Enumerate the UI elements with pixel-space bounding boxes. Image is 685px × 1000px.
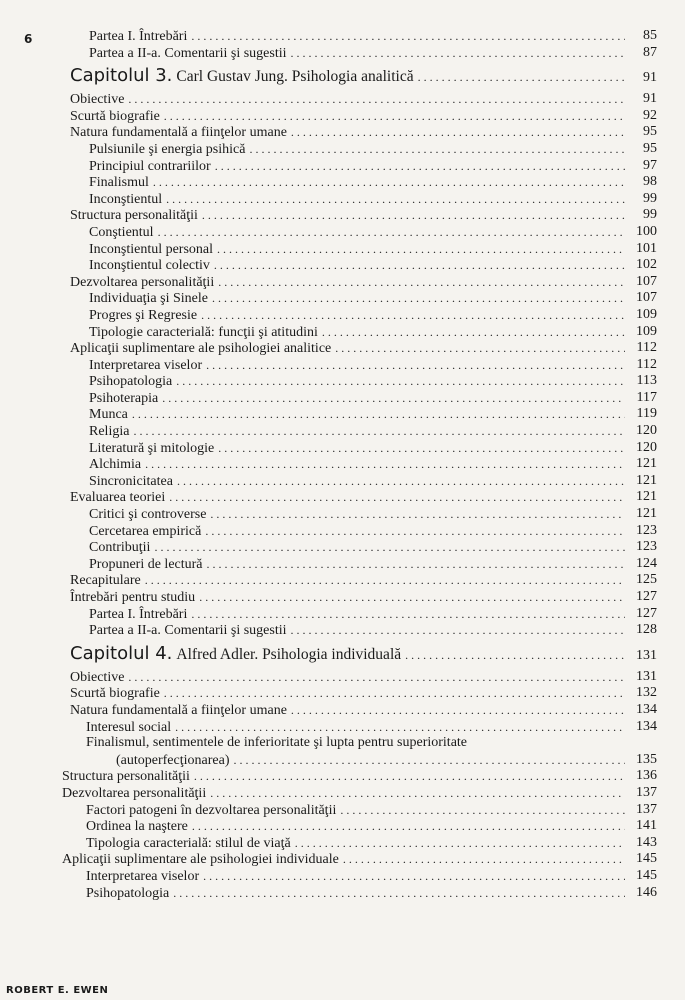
toc-page-number: 145 (636, 851, 657, 867)
toc-entry-title: Aplicaţii suplimentare ale psihologiei individuale (62, 852, 339, 868)
toc-page-number: 107 (636, 273, 657, 289)
toc-page-number: 143 (636, 834, 657, 850)
toc-entry-title: Critici şi controverse (89, 507, 207, 523)
dot-leader (218, 274, 625, 291)
dot-leader (176, 373, 625, 390)
toc-entry-title: Tipologia caracterială: stilul de viaţă (86, 835, 291, 851)
toc-entry-title: Obiective (70, 92, 125, 108)
toc-entry-title: Munca (89, 407, 128, 423)
table-of-contents (0, 28, 685, 901)
toc-entry (0, 685, 685, 702)
dot-leader (164, 108, 625, 125)
toc-entry (0, 124, 685, 141)
toc-page-number: 137 (636, 784, 657, 800)
toc-page-number: 109 (636, 323, 657, 339)
dot-leader (322, 324, 625, 341)
toc-entry-title: Pulsiunile şi energia psihică (89, 141, 246, 157)
toc-page-number: 127 (636, 589, 657, 604)
toc-page-number: 125 (636, 572, 657, 588)
toc-page-number: 145 (636, 867, 657, 883)
toc-entry (0, 91, 685, 108)
dot-leader (340, 802, 625, 819)
toc-entry (0, 768, 685, 785)
toc-page-number: 112 (636, 356, 657, 372)
toc-entry (0, 523, 685, 540)
toc-entry-title: Psihoterapia (89, 390, 159, 406)
toc-entry (0, 307, 685, 324)
dot-leader (207, 556, 625, 573)
toc-page-number: 128 (636, 622, 657, 638)
toc-page-number: 135 (636, 751, 657, 767)
toc-page-number: 123 (636, 539, 657, 555)
toc-entry (0, 572, 685, 589)
dot-leader (249, 141, 625, 158)
toc-page-number: 123 (636, 522, 657, 538)
toc-entry-title: Recapitulare (70, 573, 141, 589)
toc-entry (0, 207, 685, 224)
toc-entry-title: (autoperfecţionarea) (116, 752, 230, 768)
toc-entry-title: Cercetarea empirică (89, 523, 202, 539)
toc-entry-title: Evaluarea teoriei (70, 490, 166, 506)
toc-entry-title: Contribuţii (89, 540, 151, 556)
toc-page-number: 109 (636, 306, 657, 322)
dot-leader (191, 606, 625, 623)
toc-entry (0, 851, 685, 868)
toc-entry (0, 324, 685, 341)
dot-leader (145, 456, 625, 473)
dot-leader (212, 290, 625, 307)
toc-entry (0, 719, 685, 736)
running-footer: ROBERT E. EWEN (6, 985, 109, 996)
dot-leader (291, 622, 626, 639)
toc-page-number: 141 (636, 818, 657, 834)
dot-leader (203, 868, 625, 885)
toc-entry (0, 735, 685, 752)
dot-leader (206, 357, 625, 374)
toc-entry-title: Propuneri de lectură (89, 556, 203, 572)
toc-entry (0, 885, 685, 902)
toc-entry (0, 622, 685, 639)
chapter-number: Capitolul 3. (70, 65, 173, 87)
toc-page-number: 99 (643, 190, 657, 206)
dot-leader (217, 241, 625, 258)
toc-page-number: 134 (636, 701, 657, 717)
toc-entry-title: Progres şi Regresie (89, 307, 198, 323)
dot-leader (164, 685, 625, 702)
toc-entry (0, 191, 685, 208)
dot-leader (418, 62, 625, 91)
toc-page-number: 91 (643, 91, 657, 107)
dot-leader (191, 28, 625, 45)
toc-entry-title: Principiul contrariilor (89, 158, 211, 174)
toc-entry-title: Alfred Adler. Psihologia individuală (176, 645, 402, 663)
toc-page-number: 131 (636, 668, 657, 684)
toc-page-number: 98 (643, 174, 657, 190)
toc-entry (0, 158, 685, 175)
toc-entry-title: Psihopatologia (86, 885, 170, 901)
toc-entry (0, 241, 685, 258)
dot-leader (215, 158, 625, 175)
toc-entry (0, 390, 685, 407)
toc-page-number: 121 (636, 472, 657, 488)
toc-entry (0, 141, 685, 158)
toc-entry (0, 868, 685, 885)
toc-page-number: 136 (636, 768, 657, 784)
toc-entry (0, 473, 685, 490)
dot-leader (335, 340, 625, 357)
toc-entry (0, 752, 685, 769)
toc-entry-title: Întrebări pentru studiu (70, 590, 196, 605)
toc-page-number: 120 (636, 423, 657, 439)
toc-entry-title: Partea a II-a. Comentarii şi sugestii (89, 623, 287, 639)
dot-leader (343, 851, 625, 868)
toc-entry-title: Finalismul (89, 175, 149, 191)
toc-page-number: 87 (643, 44, 657, 60)
toc-page-number: 99 (643, 207, 657, 223)
page-number: 6 (24, 32, 33, 46)
toc-entry-title: Partea I. Întrebări (89, 606, 188, 622)
toc-page-number: 85 (643, 28, 657, 43)
toc-entry (0, 274, 685, 291)
toc-page-number: 95 (643, 140, 657, 156)
toc-entry-title: Literatură şi mitologie (89, 440, 215, 456)
toc-entry-title: Ordinea la naştere (86, 819, 188, 835)
toc-entry-title: Structura personalităţii (62, 769, 190, 785)
dot-leader (201, 307, 625, 324)
toc-entry-title: Conştientul (89, 224, 154, 240)
dot-leader (205, 523, 625, 540)
dot-leader (175, 719, 625, 736)
toc-entry (0, 45, 685, 62)
toc-entry (0, 669, 685, 686)
toc-page-number: 91 (643, 70, 657, 86)
toc-entry (0, 539, 685, 556)
dot-leader (132, 406, 625, 423)
dot-leader (233, 752, 625, 769)
toc-page-number: 134 (636, 718, 657, 734)
toc-page-number: 127 (636, 605, 657, 621)
toc-entry (0, 257, 685, 274)
toc-entry (0, 818, 685, 835)
toc-entry (0, 108, 685, 125)
dot-leader (145, 572, 625, 589)
toc-chapter-entry (0, 61, 685, 91)
dot-leader (154, 539, 625, 556)
toc-entry-title: Inconştientul (89, 191, 163, 207)
toc-entry-title: Carl Gustav Jung. Psihologia analitică (176, 68, 414, 86)
dot-leader (291, 702, 625, 719)
dot-leader (291, 124, 625, 141)
dot-leader (194, 768, 625, 785)
dot-leader (158, 224, 625, 241)
toc-chapter-entry (0, 639, 685, 669)
toc-entry (0, 174, 685, 191)
toc-entry (0, 702, 685, 719)
toc-page-number: 97 (643, 157, 657, 173)
toc-entry-title: Religia (89, 424, 130, 440)
dot-leader (214, 257, 625, 274)
toc-entry-title: Factori patogeni în dezvoltarea personalităţii (86, 802, 337, 818)
toc-entry (0, 489, 685, 506)
toc-entry (0, 406, 685, 423)
toc-entry (0, 835, 685, 852)
dot-leader (202, 207, 625, 224)
toc-entry (0, 606, 685, 623)
dot-leader (405, 640, 625, 669)
toc-entry-title: Partea a II-a. Comentarii şi sugestii (89, 45, 287, 61)
toc-entry (0, 440, 685, 457)
toc-entry-title: Finalismul, sentimentele de inferioritate şi lupta pentru superioritate (86, 735, 468, 751)
dot-leader (133, 423, 625, 440)
dot-leader (173, 885, 625, 902)
toc-entry-title: Interpretarea viselor (86, 868, 200, 884)
toc-entry-title: Inconştientul colectiv (89, 258, 210, 274)
toc-entry-title: Structura personalităţii (70, 208, 198, 224)
toc-page-number: 107 (636, 290, 657, 306)
toc-entry (0, 357, 685, 374)
toc-page-number: 102 (636, 257, 657, 273)
toc-page-number: 121 (636, 489, 657, 505)
toc-entry (0, 589, 685, 606)
toc-entry (0, 802, 685, 819)
toc-entry-title: Partea I. Întrebări (89, 29, 188, 44)
dot-leader (128, 91, 625, 108)
toc-entry-title: Aplicaţii suplimentare ale psihologiei analitice (70, 341, 332, 357)
toc-entry-title: Natura fundamentală a fiinţelor umane (70, 702, 287, 718)
dot-leader (199, 589, 625, 606)
toc-entry-title: Dezvoltarea personalităţii (70, 274, 215, 290)
toc-page-number: 137 (636, 801, 657, 817)
toc-page-number: 120 (636, 439, 657, 455)
dot-leader (153, 174, 625, 191)
toc-page-number: 146 (636, 884, 657, 900)
toc-page-number: 112 (636, 340, 657, 356)
dot-leader (177, 473, 625, 490)
toc-page-number: 119 (636, 406, 657, 422)
dot-leader (192, 818, 625, 835)
toc-entry-title: Sincronicitatea (89, 473, 173, 489)
toc-entry-title: Scurtă biografie (70, 686, 160, 702)
toc-page-number: 121 (636, 506, 657, 522)
toc-entry (0, 340, 685, 357)
dot-leader (218, 440, 625, 457)
toc-entry-title: Obiective (70, 669, 125, 685)
toc-page-number: 132 (636, 685, 657, 701)
chapter-number: Capitolul 4. (70, 642, 173, 664)
toc-entry-title: Tipologie caracterială: funcţii şi atitudini (89, 324, 318, 340)
toc-page-number: 101 (636, 240, 657, 256)
dot-leader (210, 785, 625, 802)
dot-leader (162, 390, 625, 407)
toc-entry (0, 224, 685, 241)
toc-entry-title: Interesul social (86, 719, 172, 735)
toc-entry-title: Interpretarea viselor (89, 357, 203, 373)
toc-entry (0, 28, 685, 45)
toc-entry (0, 506, 685, 523)
toc-entry-title: Individuaţia şi Sinele (89, 291, 208, 307)
toc-page-number: 92 (643, 107, 657, 123)
toc-page-number: 95 (643, 124, 657, 140)
toc-entry (0, 556, 685, 573)
dot-leader (128, 669, 625, 686)
toc-page-number: 121 (636, 456, 657, 472)
toc-page-number: 100 (636, 223, 657, 239)
toc-page-number: 113 (636, 373, 657, 389)
dot-leader (166, 191, 625, 208)
toc-entry-title: Dezvoltarea personalităţii (62, 785, 207, 801)
toc-page-number: 117 (636, 389, 657, 405)
toc-entry (0, 785, 685, 802)
dot-leader (169, 489, 625, 506)
toc-page-number: 131 (636, 647, 657, 663)
toc-entry (0, 456, 685, 473)
dot-leader (295, 835, 625, 852)
toc-entry (0, 373, 685, 390)
toc-entry-title: Scurtă biografie (70, 108, 160, 124)
toc-entry (0, 290, 685, 307)
toc-page-number: 124 (636, 555, 657, 571)
toc-entry-title: Natura fundamentală a fiinţelor umane (70, 125, 287, 141)
toc-entry-title: Psihopatologia (89, 374, 173, 390)
dot-leader (291, 45, 626, 62)
toc-entry-title: Inconştientul personal (89, 241, 214, 257)
dot-leader (210, 506, 625, 523)
toc-entry-title: Alchimia (89, 457, 142, 473)
toc-entry (0, 423, 685, 440)
